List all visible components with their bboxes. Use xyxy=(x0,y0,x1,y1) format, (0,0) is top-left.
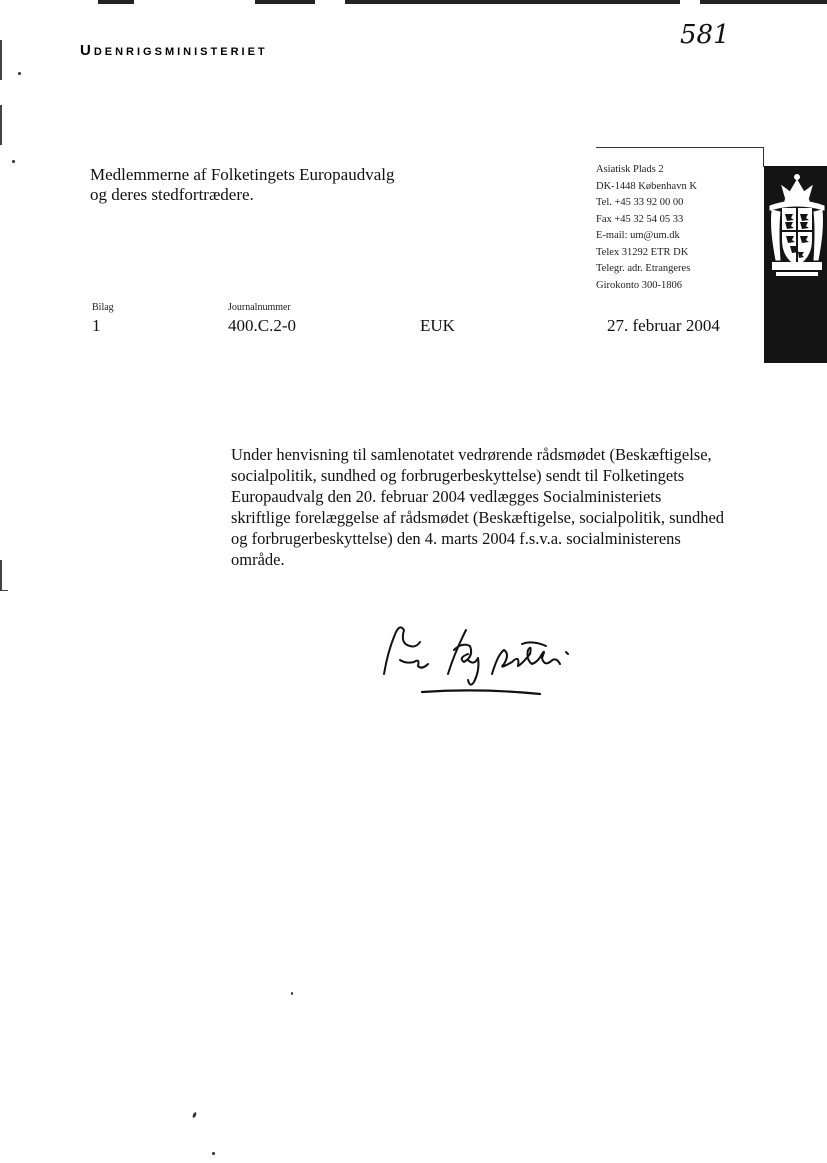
scan-artifact xyxy=(255,0,315,4)
scan-speck xyxy=(192,1112,197,1119)
office-code: EUK xyxy=(420,316,455,335)
address-line: DK-1448 København K xyxy=(596,180,697,192)
letter-body xyxy=(231,444,751,570)
scan-artifact xyxy=(0,40,2,80)
address-line: Telex 31292 ETR DK xyxy=(596,246,689,258)
sender-address xyxy=(596,162,697,294)
handwritten-signature-icon xyxy=(370,610,590,710)
address-line: E-mail: um@um.dk xyxy=(596,230,680,241)
scan-artifact xyxy=(98,0,134,4)
journal-label: Journalnummer xyxy=(228,302,291,313)
scan-speck xyxy=(12,160,15,163)
bilag-label: Bilag xyxy=(92,302,114,313)
body-line: Europaudvalg den 20. februar 2004 vedlægges Socialministeriets xyxy=(231,487,662,506)
address-line: Tel. +45 33 92 00 00 xyxy=(596,197,684,208)
address-divider xyxy=(763,147,764,167)
scan-artifact xyxy=(0,560,2,590)
address-line: Telegr. adr. Etrangeres xyxy=(596,263,691,274)
body-line: skriftlige forelæggelse af rådsmødet (Beskæftigelse, socialpolitik, sundhed xyxy=(231,508,725,527)
journal-number: 400.C.2-0 xyxy=(228,316,296,335)
address-line: Asiatisk Plads 2 xyxy=(596,164,664,175)
scan-artifact xyxy=(345,0,680,4)
address-line: Girokonto 300-1806 xyxy=(596,279,683,291)
recipient-line: og deres stedfortrædere. xyxy=(90,185,254,204)
royal-coat-of-arms-icon xyxy=(768,170,826,282)
scan-artifact xyxy=(0,590,8,591)
scan-artifact xyxy=(700,0,827,4)
handwritten-page-number: 581 xyxy=(680,20,730,50)
address-line: Fax +45 32 54 05 33 xyxy=(596,213,684,225)
letter-date: 27. februar 2004 xyxy=(607,316,720,335)
body-line: og forbrugerbeskyttelse) den 4. marts 2004 f.s.v.a. socialministerens xyxy=(231,529,681,548)
recipient-block xyxy=(90,165,395,205)
address-divider xyxy=(596,147,764,148)
recipient-line: Medlemmerne af Folketingets Europaudvalg xyxy=(90,165,395,184)
body-line: område. xyxy=(231,550,285,569)
body-line: Under henvisning til samlenotatet vedrørende rådsmødet (Beskæftigelse, xyxy=(231,445,712,464)
bilag-value: 1 xyxy=(92,316,101,335)
body-line: socialpolitik, sundhed og forbrugerbeskyttelse) sendt til Folketingets xyxy=(231,466,685,485)
scan-speck xyxy=(212,1152,215,1155)
scan-artifact xyxy=(0,105,2,145)
scan-speck xyxy=(291,992,293,995)
scan-speck xyxy=(18,72,21,75)
ministry-name: Udenrigsministeriet xyxy=(80,42,268,59)
